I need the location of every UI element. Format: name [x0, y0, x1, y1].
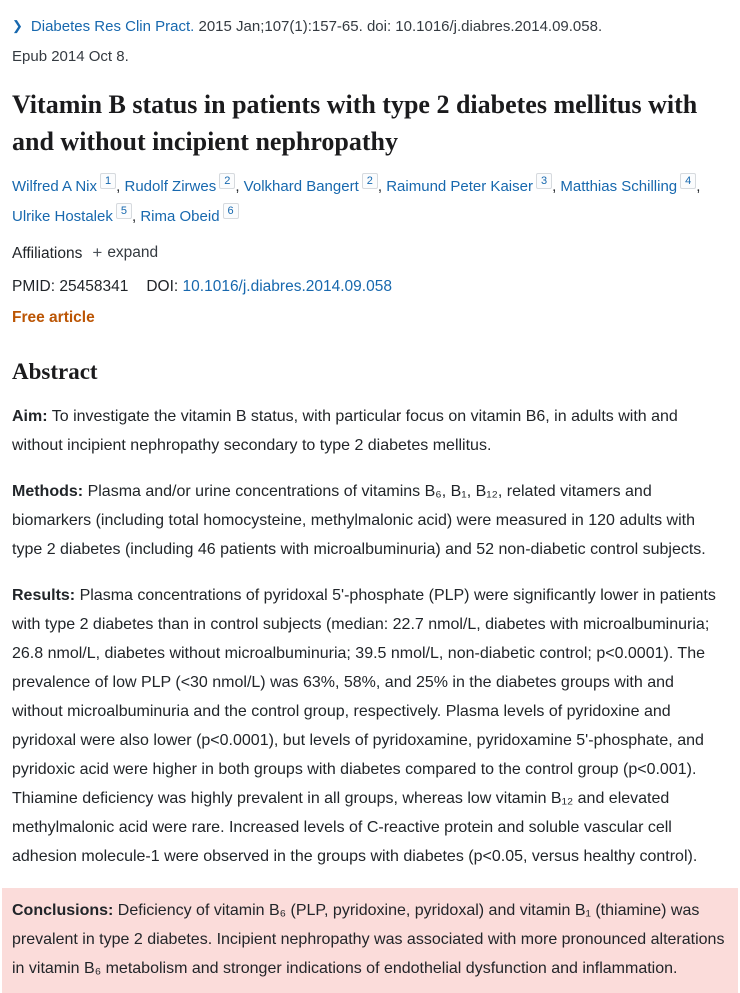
citation-epub: Epub 2014 Oct 8. [12, 48, 129, 65]
article-title: Vitamin B status in patients with type 2 diabetes mellitus with and without incipient nephropathy [12, 90, 698, 156]
author-affiliation-sup[interactable]: 3 [536, 173, 552, 189]
expand-affiliations-button[interactable] [92, 241, 158, 265]
author-link[interactable]: Wilfred A Nix [12, 178, 98, 195]
journal-citation [12, 12, 726, 72]
pmid-label: PMID: [12, 278, 56, 295]
author-link[interactable]: Rima Obeid [140, 208, 220, 225]
conclusions-text: Deficiency of vitamin B₆ (PLP, pyridoxine, pyridoxal) and vitamin B₁ (thiamine) was prevalent in type 2 diabetes. Incipient nephropathy was associated with more pronounced alterations in vitamin B₆ metabolism and stronger indications of endothelial dysfunction and inflammation. [12, 902, 725, 977]
doi-group [146, 278, 392, 295]
expand-label: expand [107, 244, 159, 261]
abstract-aim-paragraph [12, 402, 726, 460]
author-affiliation-sup[interactable]: 1 [100, 173, 116, 189]
author-link[interactable]: Matthias Schilling [560, 178, 678, 195]
author-affiliation-sup[interactable]: 2 [362, 173, 378, 189]
author: Rudolf Zirwes 2 , [124, 175, 244, 195]
author-affiliation-sup[interactable]: 6 [223, 203, 239, 219]
affiliations-row [12, 241, 726, 266]
free-article-badge: Free article [12, 309, 95, 326]
journal-link[interactable]: Diabetes Res Clin Pract. [30, 18, 195, 35]
author [140, 205, 238, 225]
abstract-heading: Abstract [12, 359, 98, 384]
plus-icon: + [92, 243, 103, 262]
author-link[interactable]: Raimund Peter Kaiser [386, 178, 533, 195]
methods-label: Methods: [12, 483, 84, 500]
author: Matthias Schilling 4 , [560, 175, 701, 195]
author: Ulrike Hostalek 5 , [12, 205, 141, 225]
author-link[interactable]: Ulrike Hostalek [12, 208, 113, 225]
aim-text: To investigate the vitamin B status, with particular focus on vitamin B6, in adults with and without incipient nephropathy secondary to type 2 diabetes mellitus. [12, 408, 678, 454]
chevron-right-icon: ❯ [12, 18, 23, 33]
affiliations-label: Affiliations [12, 245, 83, 262]
citation-details: 2015 Jan;107(1):157-65. doi: 10.1016/j.diabres.2014.09.058. [198, 18, 603, 35]
authors-list [12, 172, 722, 232]
author-link[interactable]: Rudolf Zirwes [124, 178, 217, 195]
abstract-results-paragraph [12, 581, 726, 871]
methods-text: Plasma and/or urine concentrations of vitamins B₆, B₁, B₁₂, related vitamers and biomarkers (including total homocysteine, methylmalonic acid) were measured in 120 adults with type 2 diabetes (including 46 patients with microalbuminuria) and 52 non-diabetic control subjects. [12, 483, 706, 558]
author-affiliation-sup[interactable]: 4 [680, 173, 696, 189]
author: Raimund Peter Kaiser 3 , [386, 175, 561, 195]
identifiers-row [12, 275, 726, 299]
doi-link[interactable]: 10.1016/j.diabres.2014.09.058 [182, 278, 392, 295]
abstract-conclusions-paragraph [2, 888, 738, 993]
author: Volkhard Bangert 2 , [243, 175, 387, 195]
author-link[interactable]: Volkhard Bangert [243, 178, 359, 195]
pmid-value: 25458341 [59, 278, 129, 295]
author: Wilfred A Nix 1 , [12, 175, 125, 195]
abstract-methods-paragraph [12, 477, 726, 564]
results-label: Results: [12, 587, 76, 604]
doi-label: DOI: [146, 278, 179, 295]
author-affiliation-sup[interactable]: 5 [116, 203, 132, 219]
author-affiliation-sup[interactable]: 2 [219, 173, 235, 189]
conclusions-label: Conclusions: [12, 902, 114, 919]
results-text: Plasma concentrations of pyridoxal 5'-phosphate (PLP) were significantly lower in patients with type 2 diabetes than in control subjects (median: 22.7 nmol/L, diabetes with microalbuminuria; 26.8 nmol/L, diabetes without microalbuminuria; 39.5 nmol/L, non-diabetic control; p<0.0001). The prevalence of low PLP (<30 nmol/L) was 63%, 58%, and 25% in the diabetes groups with and without microalbuminuria and the control group, respectively. Plasma levels of pyridoxine and pyridoxal were also lower (p<0.0001), but levels of pyridoxamine, pyridoxamine 5'-phosphate, and pyridoxic acid were higher in both groups with diabetes compared to the control group (p<0.001). Thiamine deficiency was highly prevalent in all groups, whereas low vitamin B₁₂ and elevated methylmalonic acid were rare. Increased levels of C-reactive protein and soluble vascular cell adhesion molecule-1 were observed in the groups with diabetes (p<0.05, versus healthy control). [12, 587, 716, 865]
aim-label: Aim: [12, 408, 48, 425]
pmid-group [12, 278, 128, 295]
